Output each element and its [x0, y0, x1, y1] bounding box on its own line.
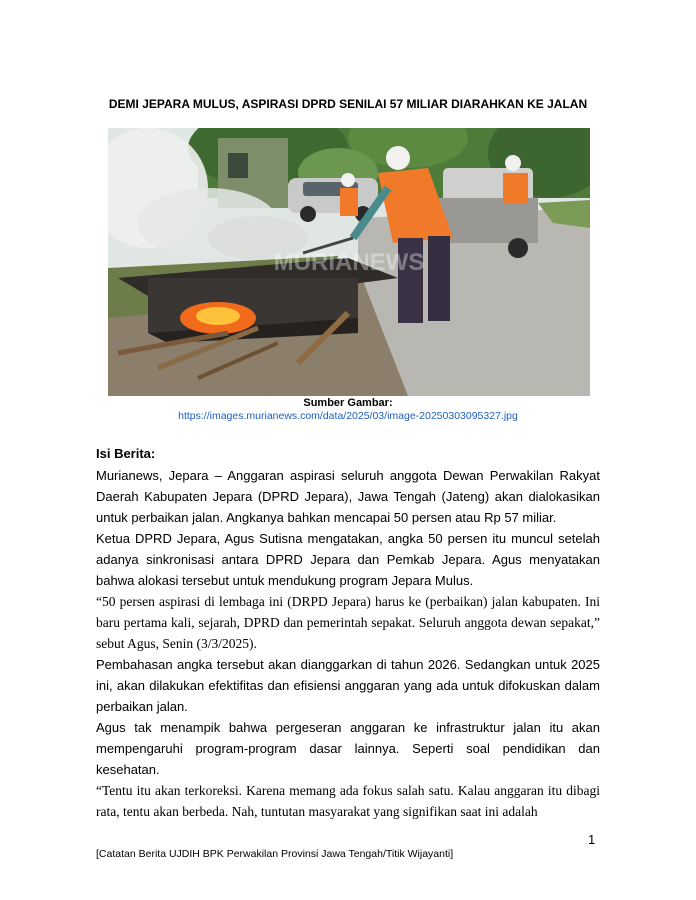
image-source-link[interactable]: https://images.murianews.com/data/2025/03/image-20250303095327.jpg	[178, 410, 518, 422]
paragraph: Pembahasan angka tersebut akan dianggarkan di tahun 2026. Sedangkan untuk 2025 ini, akan dilakukan efektifitas dan efisiensi anggaran yang ada untuk difokuskan dalam perbaikan jalan.	[96, 657, 600, 714]
road-repair-photo	[108, 128, 590, 396]
article-photo	[108, 128, 590, 396]
paragraph: Murianews, Jepara – Anggaran aspirasi seluruh anggota Dewan Perwakilan Rakyat Daerah Kabupaten Jepara (DPRD Jepara), Jawa Tengah (Jateng) akan dialokasikan untuk perbaikan jalan. Angkanya bahkan mencapai 50 persen atau Rp 57 miliar.	[96, 468, 600, 525]
page-footer: [Catatan Berita UJDIH BPK Perwakilan Provinsi Jawa Tengah/Titik Wijayanti]	[96, 848, 454, 860]
paragraph: “Tentu itu akan terkoreksi. Karena memang ada fokus salah satu. Kalau anggaran itu dibagi rata, tentu akan berbeda. Nah, tuntutan masyarakat yang signifikan saat ini adalah	[96, 783, 600, 819]
article-title: DEMI JEPARA MULUS, ASPIRASI DPRD SENILAI 57 MILIAR DIARAHKAN KE JALAN	[108, 97, 588, 111]
photo-watermark: MURIANEWS	[273, 249, 425, 276]
paragraph: “50 persen aspirasi di lembaga ini (DRPD Jepara) harus ke (perbaikan) jalan kabupaten. Ini baru pertama kali, sejarah, DPRD dan pemerintah sepakat. Seluruh anggota dewan sepakat,” sebut Agus, Senin (3/3/2025).	[96, 594, 600, 651]
page-number: 1	[588, 832, 596, 847]
section-label: Isi Berita:	[96, 446, 156, 461]
paragraph: Ketua DPRD Jepara, Agus Sutisna mengatakan, angka 50 persen itu muncul setelah adanya sinkronisasi antara DPRD Jepara dan Pemkab Jepara. Agus menyatakan bahwa alokasi tersebut untuk mendukung program Jepara Mulus.	[96, 531, 600, 588]
paragraph: Agus tak menampik bahwa pergeseran anggaran ke infrastruktur jalan itu akan mempengaruhi program-program dasar lainnya. Seperti soal pendidikan dan kesehatan.	[96, 720, 600, 777]
article-body	[96, 465, 600, 822]
image-source-label: Sumber Gambar:	[303, 397, 393, 409]
